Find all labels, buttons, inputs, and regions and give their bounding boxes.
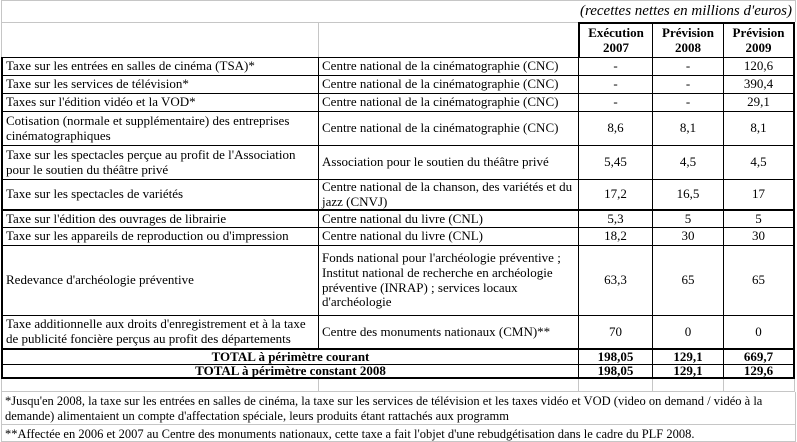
beneficiary-cell: Centre national du livre (CNL) [318, 209, 578, 227]
value-2009-cell: 29,1 [723, 93, 795, 111]
value-2009-cell: 5 [723, 209, 795, 227]
value-2007-cell: - [578, 75, 652, 93]
table-row [1, 245, 796, 315]
value-2008-cell: 4,5 [652, 145, 723, 179]
total-2008-cell: 129,1 [652, 364, 723, 379]
budget-table-page [1, 0, 796, 442]
footnote-1: *Jusqu'en 2008, la taxe sur les entrées en salles de cinéma, la taxe sur les services de télévision et les taxes vidéo et VOD (video on demand / vidéo à la demande) alimentaient un compte d'affectation spéciale, leurs produits étant rattachés aux programm [1, 392, 796, 425]
value-2007-cell: 18,2 [578, 227, 652, 245]
beneficiary-cell: Centre des monuments nationaux (CMN)** [318, 315, 578, 348]
total-2009-cell: 129,6 [723, 364, 795, 379]
tax-label-cell: Taxe sur les services de télévision* [1, 75, 318, 93]
tax-label-cell: Redevance d'archéologie préventive [1, 245, 318, 315]
value-2007-cell: - [578, 93, 652, 111]
spacer-cell [318, 379, 578, 392]
header-execution-2007: Exécution 2007 [578, 22, 652, 57]
total-rows [1, 348, 796, 379]
beneficiary-cell: Centre national de la cinématographie (CNC) [318, 57, 578, 75]
value-2008-cell: 5 [652, 209, 723, 227]
tax-label-cell: Taxe sur les entrées en salles de cinéma (TSA)* [1, 57, 318, 75]
spacer-cell [652, 379, 723, 392]
value-2009-cell: 120,6 [723, 57, 795, 75]
header-prevision-2009: Prévision 2009 [723, 22, 795, 57]
spacer-cell [1, 379, 318, 392]
value-2007-cell: 70 [578, 315, 652, 348]
value-2008-cell: - [652, 93, 723, 111]
total-2009-cell: 669,7 [723, 348, 795, 364]
table-row [1, 57, 796, 75]
total-label-cell: TOTAL à périmètre constant 2008 [1, 364, 578, 379]
total-row [1, 348, 796, 364]
beneficiary-cell: Centre national de la cinématographie (CNC) [318, 111, 578, 145]
value-2008-cell: 0 [652, 315, 723, 348]
beneficiary-cell: Centre national du livre (CNL) [318, 227, 578, 245]
value-2009-cell: 30 [723, 227, 795, 245]
value-2008-cell: - [652, 57, 723, 75]
tax-label-cell: Taxes sur l'édition vidéo et la VOD* [1, 93, 318, 111]
tax-label-cell: Taxe sur les appareils de reproduction ou d'impression [1, 227, 318, 245]
tax-table-body [1, 57, 796, 348]
header-prevision-2008: Prévision 2008 [652, 22, 723, 57]
table-row [1, 75, 796, 93]
caption-text: (recettes nettes en millions d'euros) [579, 3, 792, 19]
value-2009-cell: 390,4 [723, 75, 795, 93]
value-2007-cell: 63,3 [578, 245, 652, 315]
table-row [1, 145, 796, 179]
header-tax-cell [1, 22, 318, 57]
value-2007-cell: 8,6 [578, 111, 652, 145]
table-row [1, 315, 796, 348]
total-label-cell: TOTAL à périmètre courant [1, 348, 578, 364]
value-2008-cell: - [652, 75, 723, 93]
tax-label-cell: Cotisation (normale et supplémentaire) des entreprises cinématographiques [1, 111, 318, 145]
value-2007-cell: 5,3 [578, 209, 652, 227]
footnote-2: **Affectée en 2006 et 2007 au Centre des monuments nationaux, cette taxe a fait l'objet d'une rebudgétisation dans le cadre du PLF 2008. [1, 425, 796, 442]
value-2009-cell: 65 [723, 245, 795, 315]
value-2007-cell: 5,45 [578, 145, 652, 179]
caption-row [1, 0, 796, 22]
beneficiary-cell: Centre national de la cinématographie (CNC) [318, 93, 578, 111]
value-2008-cell: 30 [652, 227, 723, 245]
table-header-row [1, 22, 796, 57]
value-2009-cell: 4,5 [723, 145, 795, 179]
total-2007-cell: 198,05 [578, 348, 652, 364]
table-row [1, 93, 796, 111]
beneficiary-cell: Fonds national pour l'archéologie préventive ; Institut national de recherche en archéologie préventive (INRAP) ; services locaux d'archéologie [318, 245, 578, 315]
beneficiary-cell: Association pour le soutien du théâtre privé [318, 145, 578, 179]
value-2008-cell: 8,1 [652, 111, 723, 145]
value-2008-cell: 16,5 [652, 179, 723, 209]
value-2009-cell: 8,1 [723, 111, 795, 145]
tax-label-cell: Taxe sur les spectacles perçue au profit de l'Association pour le soutien du théâtre privé [1, 145, 318, 179]
header-beneficiary-cell [318, 22, 578, 57]
value-2008-cell: 65 [652, 245, 723, 315]
value-2009-cell: 0 [723, 315, 795, 348]
spacer-cell [723, 379, 795, 392]
beneficiary-cell: Centre national de la cinématographie (CNC) [318, 75, 578, 93]
spacer-cell [578, 379, 652, 392]
tax-label-cell: Taxe sur l'édition des ouvrages de librairie [1, 209, 318, 227]
value-2007-cell: - [578, 57, 652, 75]
beneficiary-cell: Centre national de la chanson, des variétés et du jazz (CNVJ) [318, 179, 578, 209]
tax-label-cell: Taxe sur les spectacles de variétés [1, 179, 318, 209]
total-2008-cell: 129,1 [652, 348, 723, 364]
value-2007-cell: 17,2 [578, 179, 652, 209]
total-2007-cell: 198,05 [578, 364, 652, 379]
table-row [1, 179, 796, 209]
table-row [1, 111, 796, 145]
spacer-row [1, 379, 796, 392]
value-2009-cell: 17 [723, 179, 795, 209]
table-row [1, 209, 796, 227]
total-row [1, 364, 796, 379]
table-row [1, 227, 796, 245]
tax-label-cell: Taxe additionnelle aux droits d'enregistrement et à la taxe de publicité foncière perçus au profit des départements [1, 315, 318, 348]
